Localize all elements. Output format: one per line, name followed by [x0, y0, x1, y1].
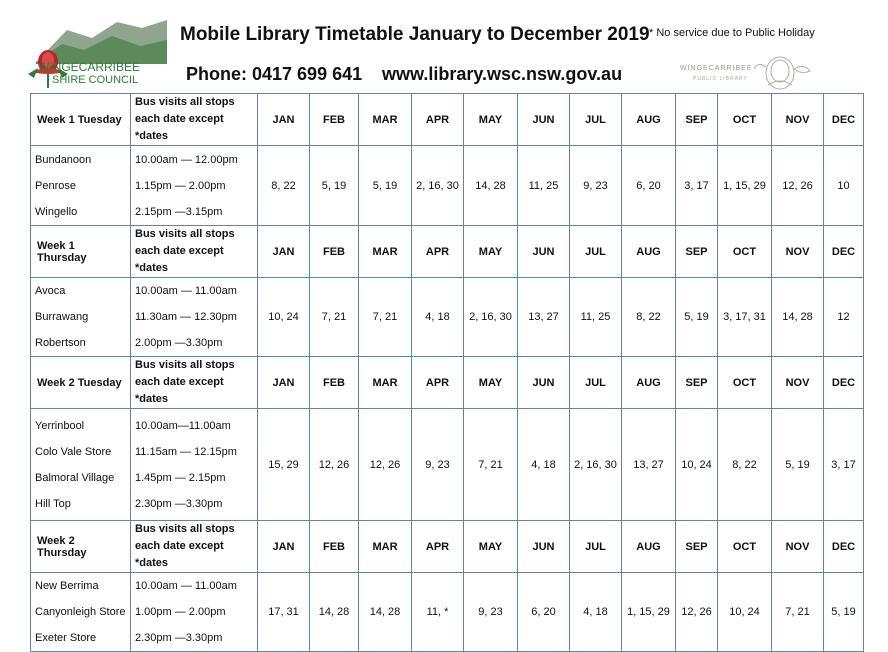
route-header-row: [31, 521, 864, 573]
phone-number: Phone: 0417 699 641: [186, 64, 363, 84]
month-header: OCT: [718, 521, 772, 573]
visit-dates: 5, 19: [359, 146, 412, 226]
month-header: SEP: [676, 521, 718, 573]
visit-dates: 8, 22: [258, 146, 310, 226]
visit-dates: 2, 16, 30: [412, 146, 464, 226]
month-header: APR: [412, 521, 464, 573]
visit-dates: 11, 25: [570, 278, 622, 357]
visit-dates: 12, 26: [676, 573, 718, 652]
month-header: MAR: [359, 357, 412, 409]
month-header: MAR: [359, 94, 412, 146]
month-header: NOV: [772, 357, 824, 409]
visit-dates: 10: [824, 146, 864, 226]
visit-dates: 1, 15, 29: [718, 146, 772, 226]
stop-list: [31, 278, 131, 357]
month-header: SEP: [676, 226, 718, 278]
stop-list: [31, 146, 131, 226]
month-header: MAY: [464, 521, 518, 573]
stop-list: [31, 573, 131, 652]
visit-dates: 11, 25: [518, 146, 570, 226]
visit-dates: 12, 26: [359, 409, 412, 521]
month-header: APR: [412, 94, 464, 146]
library-logo: [676, 55, 816, 91]
month-header: DEC: [824, 521, 864, 573]
time-list: [131, 146, 258, 226]
website-url: www.library.wsc.nsw.gov.au: [382, 64, 623, 84]
stop-name: Balmoral Village: [35, 471, 115, 484]
month-header: AUG: [622, 94, 676, 146]
route-header-row: [31, 357, 864, 409]
visit-dates: 17, 31: [258, 573, 310, 652]
visit-dates: 14, 28: [772, 278, 824, 357]
visit-dates: 13, 27: [518, 278, 570, 357]
visits-note: Bus visits all stops each date except *dates: [131, 94, 258, 146]
stop-name: New Berrima: [35, 580, 99, 592]
visit-dates: 5, 19: [676, 278, 718, 357]
stop-name: Avoca: [35, 285, 66, 297]
stop-time: 10.00am — 11.00am: [135, 580, 237, 592]
route-schedule-row: [31, 278, 864, 357]
stop-name: Wingello: [35, 205, 78, 218]
visit-dates: 8, 22: [718, 409, 772, 521]
stop-list: [31, 409, 131, 521]
visits-note: Bus visits all stops each date except *dates: [131, 357, 258, 409]
month-header: JUN: [518, 521, 570, 573]
visit-dates: 4, 18: [518, 409, 570, 521]
visit-dates: 3, 17: [824, 409, 864, 521]
stop-name: Yerrinbool: [35, 419, 85, 432]
route-schedule-row: [31, 409, 864, 521]
visits-note: Bus visits all stops each date except *dates: [131, 521, 258, 573]
stop-time: 2.15pm —3.15pm: [135, 205, 223, 218]
library-logo-line1: WINGECARRIBEE: [680, 65, 753, 72]
month-header: SEP: [676, 94, 718, 146]
library-logo-line2: PUBLIC LIBRARY: [693, 76, 748, 82]
month-header: MAY: [464, 357, 518, 409]
month-header: MAR: [359, 521, 412, 573]
month-header: JAN: [258, 94, 310, 146]
visit-dates: 5, 19: [772, 409, 824, 521]
council-logo-line2: SHIRE COUNCIL: [52, 74, 139, 86]
month-header: JUN: [518, 94, 570, 146]
month-header: FEB: [310, 226, 359, 278]
stop-time: 10.00am—11.00am: [135, 419, 231, 432]
visit-dates: 12: [824, 278, 864, 357]
visit-dates: 7, 21: [772, 573, 824, 652]
month-header: JUL: [570, 94, 622, 146]
visit-dates: 9, 23: [412, 409, 464, 521]
week-label: Week 2 Tuesday: [31, 357, 131, 409]
week-label: Week 1 Thursday: [31, 226, 131, 278]
visit-dates: 12, 26: [772, 146, 824, 226]
month-header: JAN: [258, 521, 310, 573]
route-header-row: [31, 94, 864, 146]
visit-dates: 6, 20: [622, 146, 676, 226]
time-list: [131, 573, 258, 652]
visit-dates: 1, 15, 29: [622, 573, 676, 652]
visit-dates: 9, 23: [570, 146, 622, 226]
visit-dates: 8, 22: [622, 278, 676, 357]
visit-dates: 10, 24: [258, 278, 310, 357]
visit-dates: 13, 27: [622, 409, 676, 521]
stop-name: Burrawang: [35, 311, 89, 323]
month-header: JUN: [518, 226, 570, 278]
stop-name: Canyonleigh Store: [35, 606, 126, 618]
stop-time: 11.30am — 12.30pm: [135, 311, 237, 323]
month-header: OCT: [718, 94, 772, 146]
month-header: SEP: [676, 357, 718, 409]
route-schedule-row: [31, 573, 864, 652]
visit-dates: 14, 28: [464, 146, 518, 226]
month-header: MAY: [464, 226, 518, 278]
page-title: Mobile Library Timetable January to December 2019: [180, 24, 650, 45]
visit-dates: 7, 21: [310, 278, 359, 357]
month-header: MAR: [359, 226, 412, 278]
week-label: Week 2 Thursday: [31, 521, 131, 573]
stop-name: Exeter Store: [35, 632, 97, 644]
time-list: [131, 278, 258, 357]
stop-time: 1.15pm — 2.00pm: [135, 179, 226, 192]
month-header: NOV: [772, 521, 824, 573]
holiday-note: * No service due to Public Holiday: [649, 27, 815, 39]
visit-dates: 11, *: [412, 573, 464, 652]
visit-dates: 7, 21: [464, 409, 518, 521]
visit-dates: 4, 18: [570, 573, 622, 652]
month-header: OCT: [718, 226, 772, 278]
stop-name: Hill Top: [35, 497, 71, 510]
month-header: JAN: [258, 357, 310, 409]
visit-dates: 7, 21: [359, 278, 412, 357]
month-header: AUG: [622, 357, 676, 409]
time-list: [131, 409, 258, 521]
month-header: FEB: [310, 357, 359, 409]
stop-name: Colo Vale Store: [35, 445, 112, 458]
month-header: AUG: [622, 521, 676, 573]
route-schedule-row: [31, 146, 864, 226]
visit-dates: 2, 16, 30: [464, 278, 518, 357]
stop-time: 2.00pm —3.30pm: [135, 337, 223, 349]
stop-name: Bundanoon: [35, 153, 92, 166]
stop-time: 2.30pm —3.30pm: [135, 497, 223, 510]
stop-time: 10.00am — 12.00pm: [135, 153, 238, 166]
visits-note: Bus visits all stops each date except *dates: [131, 226, 258, 278]
month-header: APR: [412, 357, 464, 409]
waratah-outline-icon: [754, 57, 810, 89]
visit-dates: 15, 29: [258, 409, 310, 521]
visit-dates: 5, 19: [310, 146, 359, 226]
month-header: APR: [412, 226, 464, 278]
visit-dates: 14, 28: [359, 573, 412, 652]
visit-dates: 6, 20: [518, 573, 570, 652]
month-header: NOV: [772, 226, 824, 278]
month-header: NOV: [772, 94, 824, 146]
month-header: JUL: [570, 521, 622, 573]
month-header: FEB: [310, 521, 359, 573]
visit-dates: 3, 17, 31: [718, 278, 772, 357]
stop-name: Robertson: [35, 337, 86, 349]
month-header: JAN: [258, 226, 310, 278]
month-header: AUG: [622, 226, 676, 278]
month-header: FEB: [310, 94, 359, 146]
week-label: Week 1 Tuesday: [31, 94, 131, 146]
visit-dates: 4, 18: [412, 278, 464, 357]
month-header: DEC: [824, 357, 864, 409]
stop-time: 10.00am — 11.00am: [135, 285, 237, 297]
visit-dates: 9, 23: [464, 573, 518, 652]
stop-time: 11.15am — 12.15pm: [135, 445, 237, 458]
route-header-row: [31, 226, 864, 278]
visit-dates: 5, 19: [824, 573, 864, 652]
month-header: JUL: [570, 226, 622, 278]
visit-dates: 10, 24: [718, 573, 772, 652]
visit-dates: 3, 17: [676, 146, 718, 226]
month-header: JUL: [570, 357, 622, 409]
month-header: DEC: [824, 94, 864, 146]
visit-dates: 12, 26: [310, 409, 359, 521]
stop-time: 1.00pm — 2.00pm: [135, 606, 226, 618]
visit-dates: 14, 28: [310, 573, 359, 652]
stop-time: 1.45pm — 2.15pm: [135, 471, 226, 484]
timetable: [30, 93, 864, 652]
visit-dates: 10, 24: [676, 409, 718, 521]
stop-time: 2.30pm —3.30pm: [135, 632, 223, 644]
council-logo-line1: WINGECARRIBEE: [38, 60, 141, 74]
month-header: DEC: [824, 226, 864, 278]
month-header: JUN: [518, 357, 570, 409]
visit-dates: 2, 16, 30: [570, 409, 622, 521]
month-header: OCT: [718, 357, 772, 409]
stop-name: Penrose: [35, 179, 76, 192]
month-header: MAY: [464, 94, 518, 146]
